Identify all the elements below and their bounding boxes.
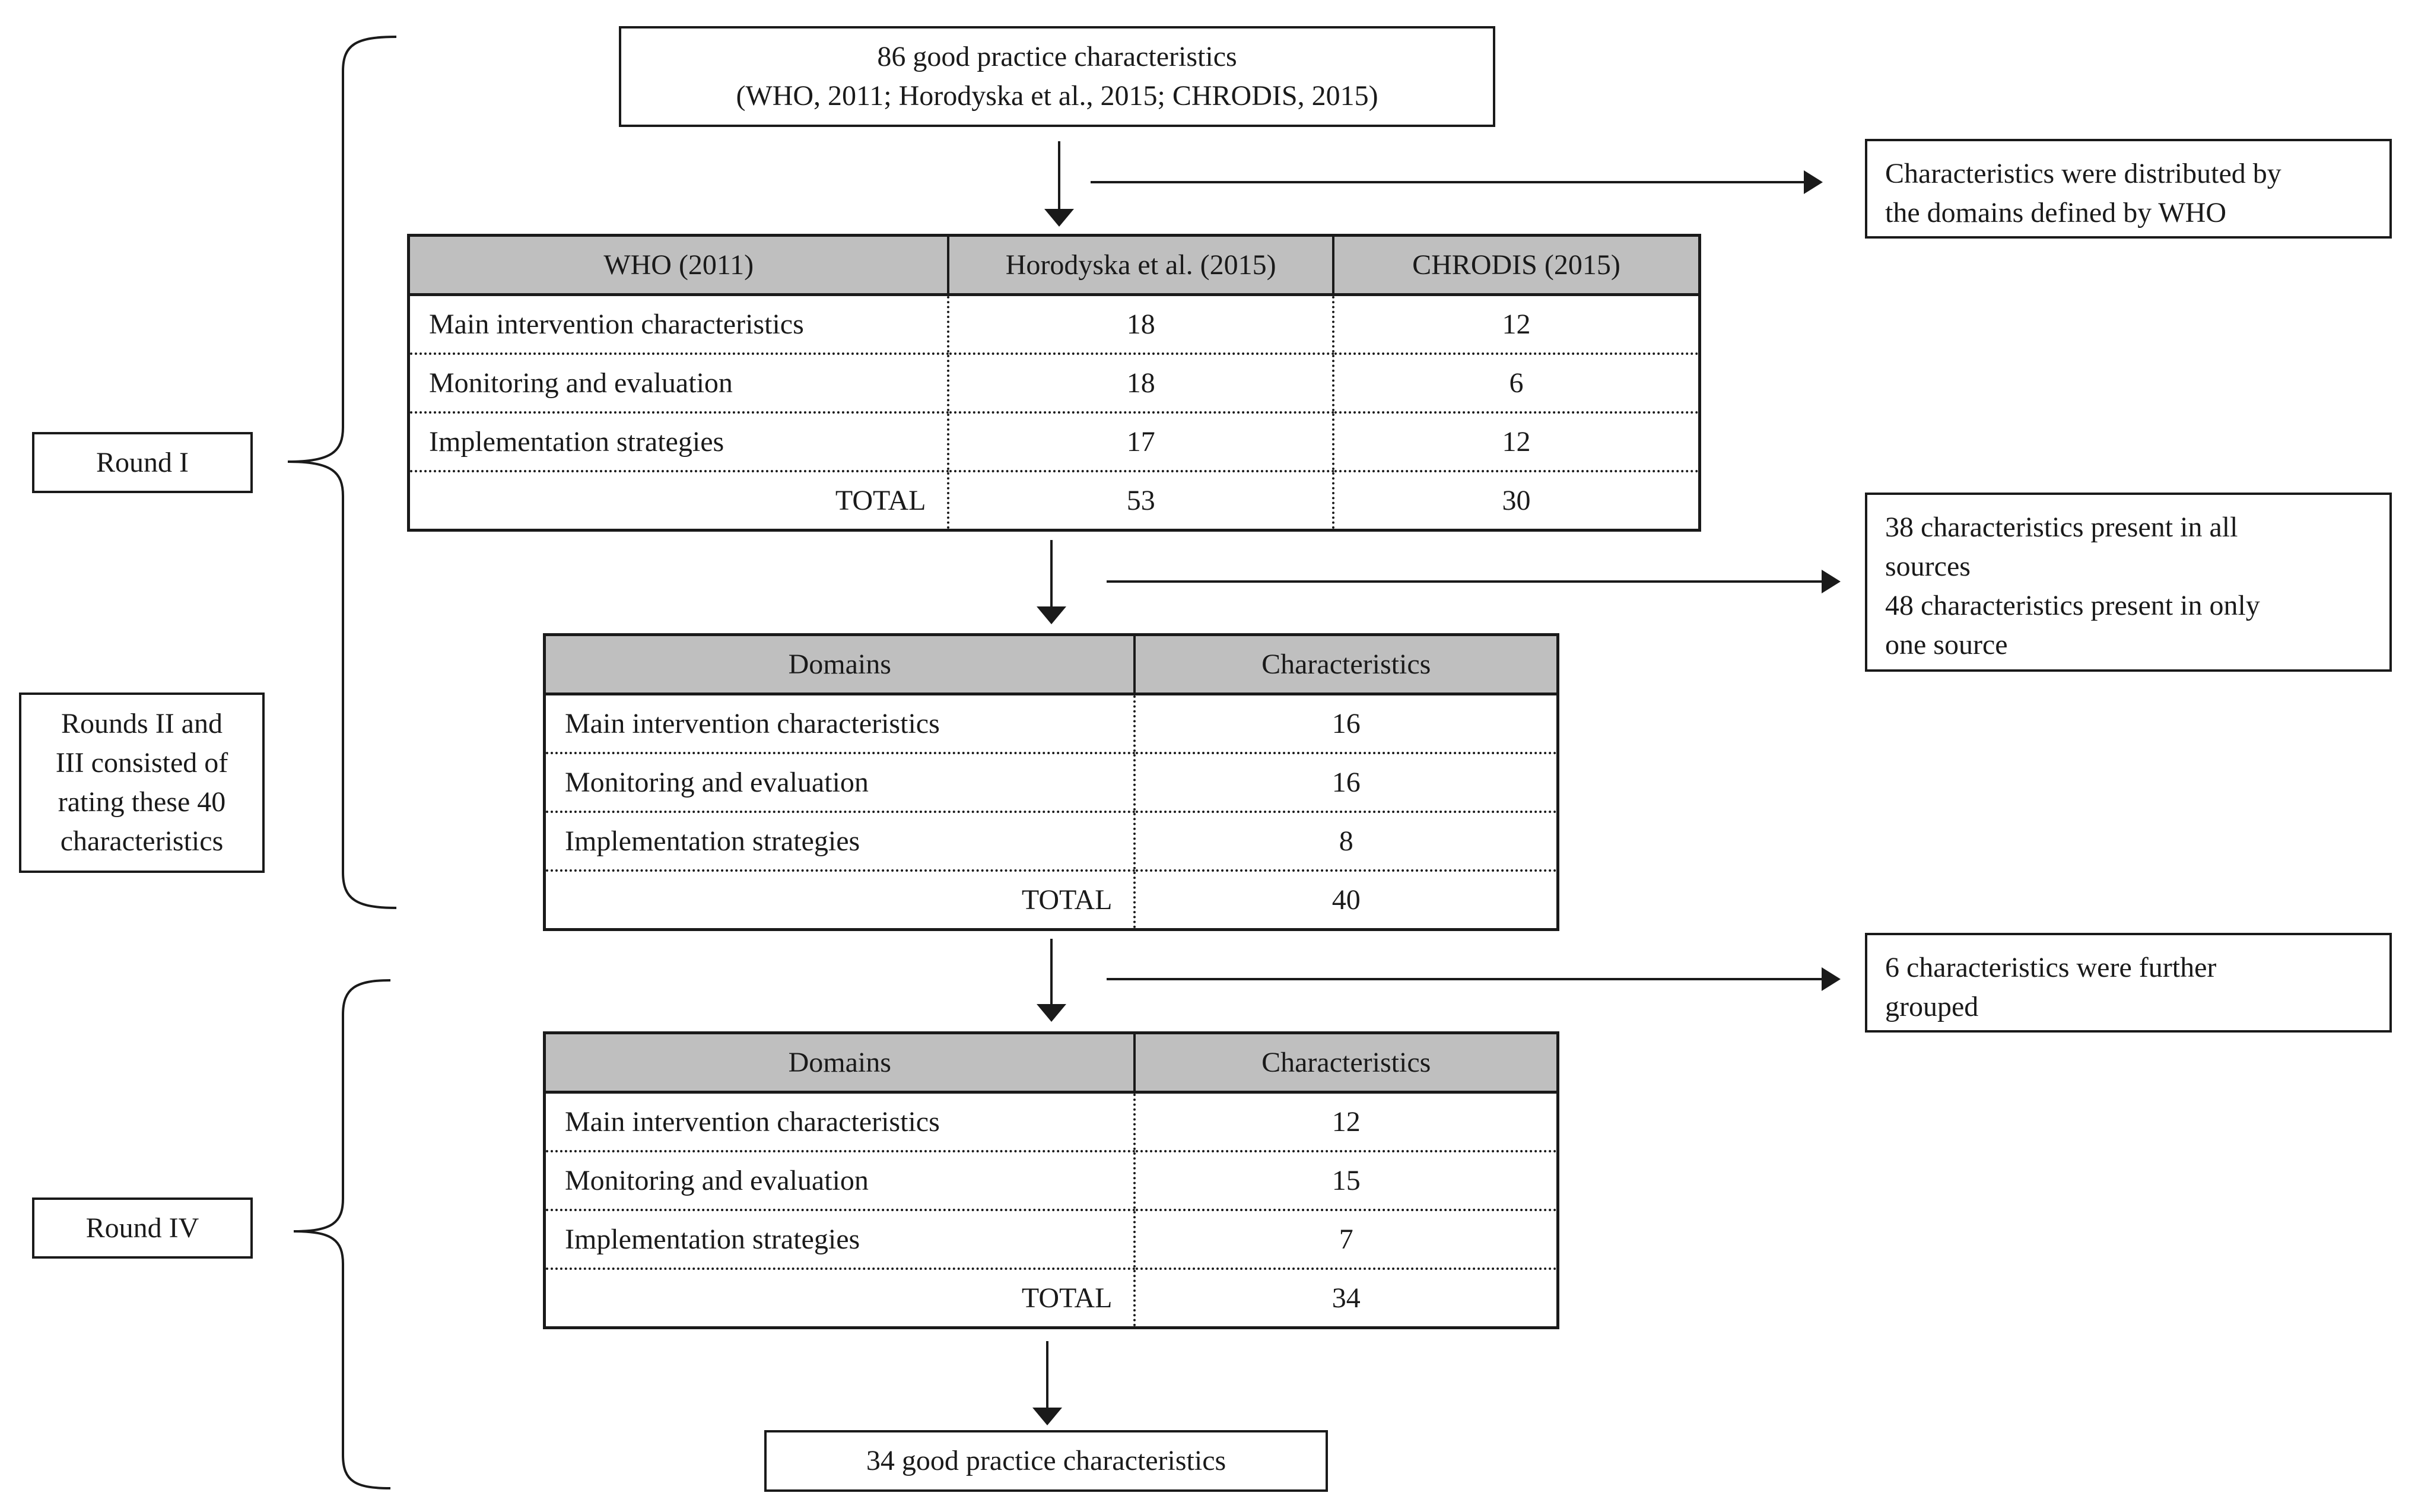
note1-line1: Characteristics were distributed by [1885,158,2281,189]
table-row [409,354,1700,412]
note-distributed-by-domain [1865,139,2392,239]
cell-value: 7 [1135,1210,1558,1269]
row-label: Main intervention characteristics [545,1092,1135,1152]
table-row [545,1210,1558,1269]
row-label: Implementation strategies [409,412,949,471]
total-label: TOTAL [835,485,926,516]
domains-table-40 [543,633,1559,931]
rounds-2-3-line2: III consisted of [55,747,228,779]
total-value: 40 [1135,871,1558,930]
cell-value: 12 [1333,412,1700,471]
cell-value: 18 [948,354,1333,412]
table-row [545,694,1558,754]
round-4-label [32,1197,253,1259]
row-label: Monitoring and evaluation [409,354,949,412]
sources-table [407,234,1701,532]
table-row [409,412,1700,471]
result-box [764,1430,1328,1492]
round-1-text: Round I [96,446,189,478]
brace-rounds-1-3 [288,37,396,908]
col-header: Horodyska et al. (2015) [948,236,1333,295]
col-header: Domains [545,1033,1135,1092]
result-box-label: 34 good practice characteristics [866,1445,1226,1476]
note1-line2: the domains defined by WHO [1885,197,2226,228]
note3-line1: 6 characteristics were further [1885,952,2217,983]
col-header: Characteristics [1135,1033,1558,1092]
source-box-line2: (WHO, 2011; Horodyska et al., 2015; CHRODIS, 2015) [736,80,1378,112]
source-box [619,26,1495,127]
total-value: 53 [948,471,1333,531]
cell-value: 16 [1135,753,1558,812]
total-value: 34 [1135,1269,1558,1328]
row-label: Monitoring and evaluation [545,1151,1135,1210]
domains-table-34 [543,1031,1559,1329]
round-4-text: Round IV [85,1212,199,1244]
cell-value: 17 [948,412,1333,471]
rounds-2-3-line3: rating these 40 [58,786,226,818]
col-header: WHO (2011) [409,236,949,295]
round-1-label [32,432,253,493]
row-label: Monitoring and evaluation [545,753,1135,812]
row-label: Main intervention characteristics [409,295,949,354]
col-header: CHRODIS (2015) [1333,236,1700,295]
table-row [409,295,1700,354]
table-header-row [545,635,1558,694]
rounds-2-3-line1: Rounds II and [61,708,223,739]
table-row [545,1092,1558,1152]
row-label: Main intervention characteristics [545,694,1135,754]
total-label: TOTAL [1021,1282,1113,1314]
note2-line3: 48 characteristics present in only [1885,590,2260,621]
total-value: 30 [1333,471,1700,531]
table-row [545,753,1558,812]
col-header: Characteristics [1135,635,1558,694]
brace-round-4 [294,980,390,1488]
cell-value: 8 [1135,812,1558,871]
note3-line2: grouped [1885,991,1979,1022]
table-header-row [409,236,1700,295]
note2-line4: one source [1885,629,2008,660]
table-header-row [545,1033,1558,1092]
table-total-row [545,1269,1558,1328]
table-total-row [409,471,1700,531]
note2-line1: 38 characteristics present in all [1885,512,2238,543]
note-sources-presence [1865,493,2392,672]
cell-value: 12 [1135,1092,1558,1152]
row-label: Implementation strategies [545,812,1135,871]
table-row [545,812,1558,871]
cell-value: 16 [1135,694,1558,754]
row-label: Implementation strategies [545,1210,1135,1269]
rounds-2-3-line4: characteristics [60,825,224,857]
source-box-line1: 86 good practice characteristics [877,41,1237,72]
cell-value: 12 [1333,295,1700,354]
col-header: Domains [545,635,1135,694]
total-label: TOTAL [1021,884,1113,916]
cell-value: 15 [1135,1151,1558,1210]
note2-line2: sources [1885,551,1971,582]
table-row [545,1151,1558,1210]
cell-value: 18 [948,295,1333,354]
table-total-row [545,871,1558,930]
rounds-2-3-label [19,693,265,873]
note-further-grouped [1865,933,2392,1033]
cell-value: 6 [1333,354,1700,412]
